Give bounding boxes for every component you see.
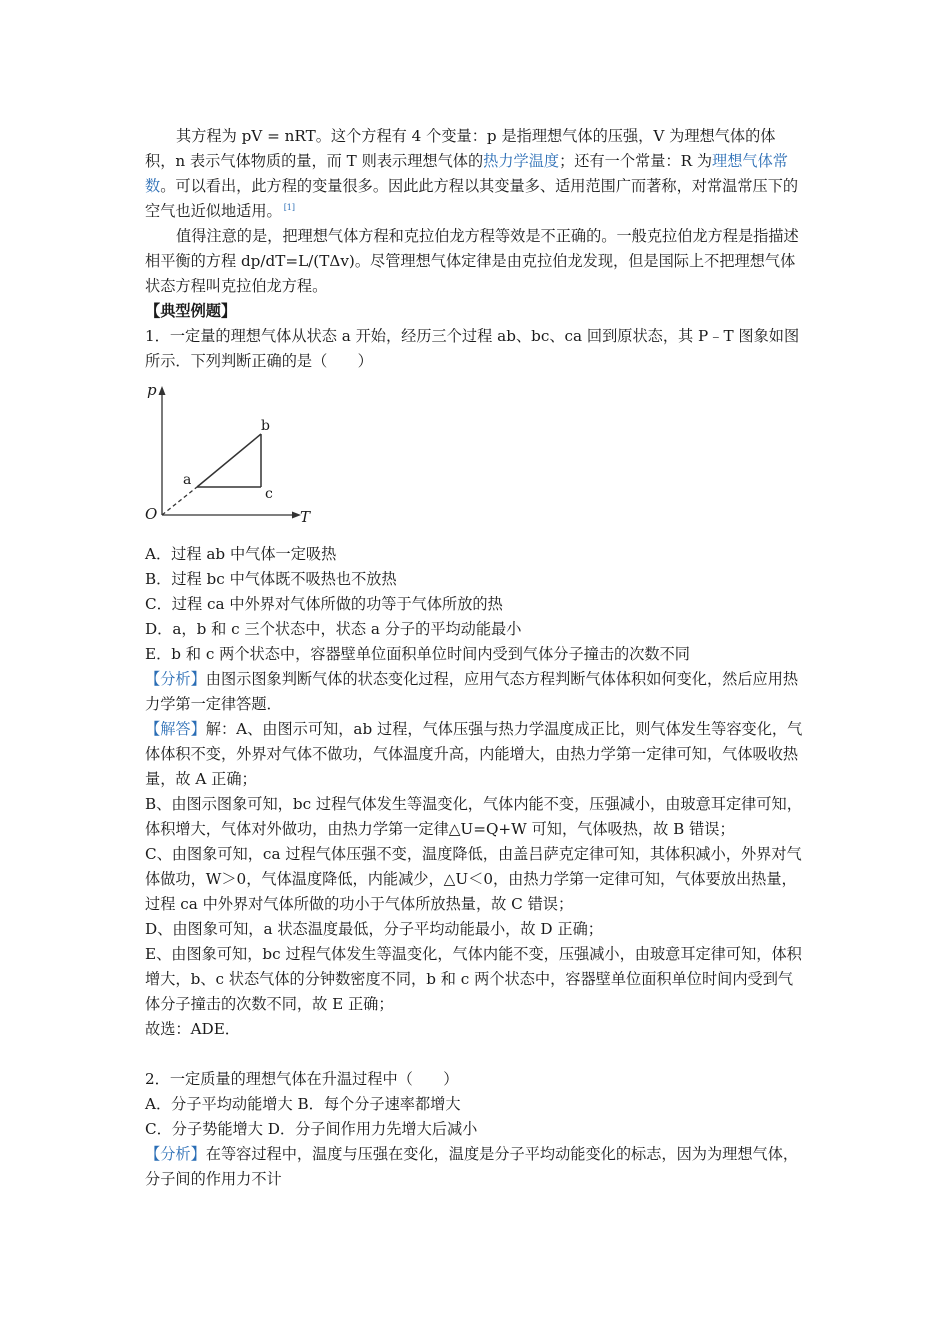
q2-analysis-tag: 【分析】 (145, 1145, 206, 1163)
q2-options-row-1: A．分子平均动能增大 B．每个分子速率都增大 (145, 1095, 461, 1113)
axis-label-p: p (147, 381, 157, 399)
pt-diagram-svg (145, 380, 325, 530)
spacer (145, 1042, 805, 1067)
reference-link[interactable]: [1] (283, 202, 296, 212)
answer-final: 故选：ADE． (145, 1020, 240, 1038)
link-gas-constant[interactable]: 理想气体常数 (145, 152, 788, 195)
answer-line-b: B、由图示图象可知，bc 过程气体发生等温变化，气体内能不变，压强减小，由玻意耳定律可知，体积增大，气体对外做功，由热力学第一定律△U=Q+W 可知，气体吸热，故 B 错误； (145, 795, 802, 838)
dashed-extension (162, 487, 197, 515)
process-ab (197, 434, 261, 487)
q2-options-row-2: C．分子势能增大 D．分子间作用力先增大后减小 (145, 1120, 478, 1138)
origin-label: O (145, 505, 158, 523)
analysis-text: 由图示图象判断气体的状态变化过程，应用气态方程判断气体体积如何变化，然后应用热力学第一定律答题． (145, 670, 799, 713)
section-title: 【典型例题】 (145, 302, 237, 320)
answer-line-a: 解：A、由图示可知，ab 过程，气体压强与热力学温度成正比，则气体发生等容变化，气体体积不变，外界对气体不做功，气体温度升高，内能增大，由热力学第一定律可知，气体吸收热量，故 A 正确； (145, 720, 803, 788)
pt-diagram (145, 380, 325, 530)
intro-text-b: ；还有一个常量：R 为 (559, 152, 713, 170)
intro-paragraph-2: 值得注意的是，把理想气体方程和克拉伯龙方程等效是不正确的。一般克拉伯龙方程是指描述相平衡的方程 dp/dT=L/(TΔv)。尽管理想气体定律是由克拉伯龙发现，但是国际上不把理想气体状态方程叫克拉伯龙方程。 (145, 227, 799, 295)
axis-label-T: T (300, 508, 311, 526)
question-2-stem: 2．一定质量的理想气体在升温过程中（ ） (145, 1070, 459, 1088)
q2-analysis-text: 在等容过程中，温度与压强在变化，温度是分子平均动能变化的标志，因为为理想气体，分子间的作用力不计 (145, 1145, 799, 1188)
q1-answer (145, 717, 805, 792)
answer-line-e: E、由图象可知，bc 过程气体发生等温变化，气体内能不变，压强减小，由玻意耳定律可知，体积增大，b、c 状态气体的分钟数密度不同，b 和 c 两个状态中，容器壁单位面积单位时间内受到气体分子撞击的次数不同，故 E 正确； (145, 945, 802, 1013)
intro-text-a: 其方程为 pV = nRT。这个方程有 4 个变量：p 是指理想气体的压强，V 为理想气体的体积，n 表示气体物质的量，而 T 则表示理想气体的 (145, 127, 776, 170)
link-thermodynamic-temperature[interactable]: 热力学温度 (483, 152, 560, 170)
intro-paragraph-1 (145, 124, 805, 224)
analysis-tag: 【分析】 (145, 670, 206, 688)
point-label-a: a (183, 472, 192, 488)
question-1-stem: 1．一定量的理想气体从状态 a 开始，经历三个过程 ab、bc、ca 回到原状态，其 P﹣T 图象如图所示．下列判断正确的是（ ） (145, 327, 800, 370)
q1-option-a: A．过程 ab 中气体一定吸热 (145, 545, 337, 563)
point-label-b: b (261, 418, 270, 434)
y-axis-arrow (159, 386, 166, 395)
q1-analysis (145, 667, 805, 717)
answer-line-d: D、由图象可知，a 状态温度最低，分子平均动能最小，故 D 正确； (145, 920, 603, 938)
answer-tag: 【解答】 (145, 720, 206, 738)
q1-option-c: C．过程 ca 中外界对气体所做的功等于气体所放的热 (145, 595, 503, 613)
answer-line-c: C、由图象可知，ca 过程气体压强不变，温度降低，由盖吕萨克定律可知，其体积减小，外界对气体做功，W＞0，气体温度降低，内能减少，△U＜0，由热力学第一定律可知，气体要放出热量，过程 ca 中外界对气体所做的功小于气体所放热量，故 C 错误； (145, 845, 802, 913)
point-label-c: c (265, 486, 273, 502)
q2-analysis (145, 1142, 805, 1192)
q1-option-b: B．过程 bc 中气体既不吸热也不放热 (145, 570, 397, 588)
document-body (145, 124, 805, 1192)
intro-text-c: 。可以看出，此方程的变量很多。因此此方程以其变量多、适用范围广而著称，对常温常压下的空气也近似地适用。 (145, 177, 799, 220)
q1-option-d: D．a，b 和 c 三个状态中，状态 a 分子的平均动能最小 (145, 620, 522, 638)
q1-option-e: E．b 和 c 两个状态中，容器壁单位面积单位时间内受到气体分子撞击的次数不同 (145, 645, 690, 663)
